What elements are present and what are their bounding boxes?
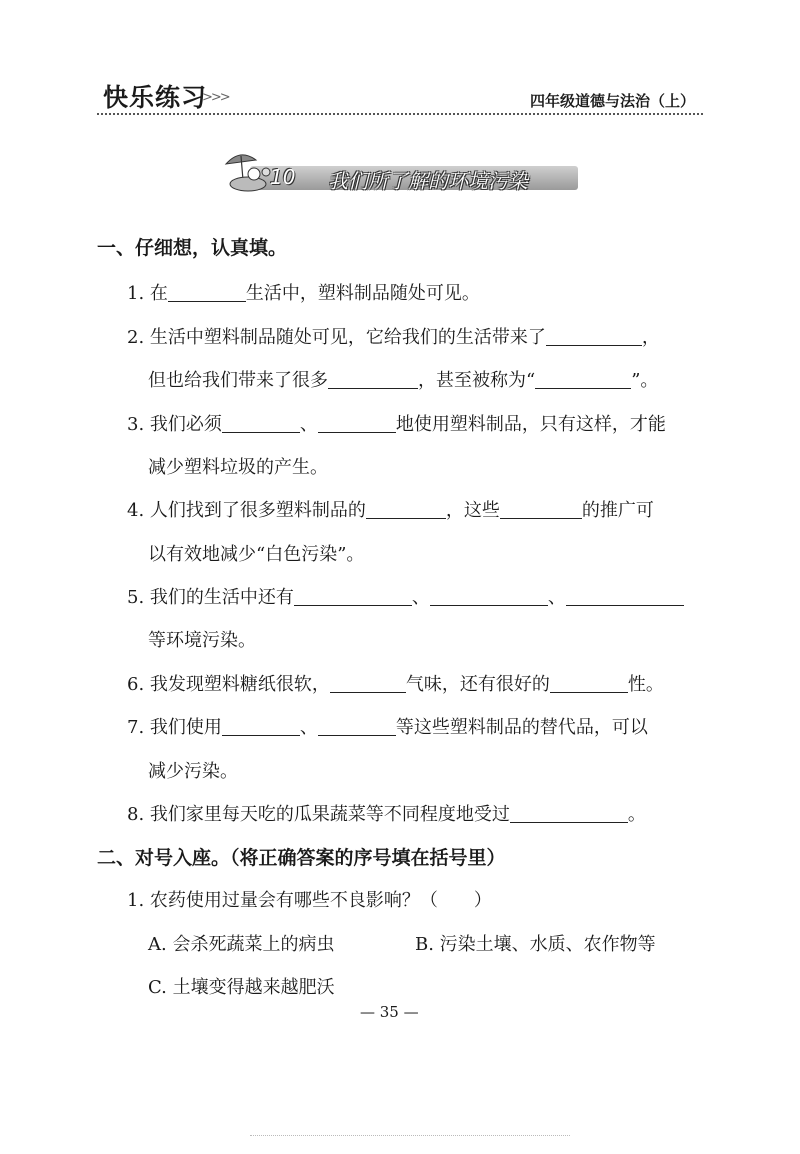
lesson-title: 我们所了解的环境污染 [328,169,528,193]
question-6 [127,670,664,696]
question-2-line-2 [148,366,658,392]
answer-blank[interactable] [566,587,684,606]
q4-text-c: 的推广可 [581,500,654,521]
page-number: — 35 — [360,1003,419,1021]
q4-text-b: ，这些 [445,500,500,521]
answer-blank[interactable] [294,587,412,606]
answer-blank[interactable] [546,327,642,346]
q6-text-c: 性。 [627,674,664,695]
answer-blank[interactable] [222,717,300,736]
section-2-title: 二、对号入座。（将正确答案的序号填在括号里） [97,847,506,869]
question-1 [127,279,480,305]
option-c[interactable]: C. 土壤变得越来越肥沃 [148,977,335,998]
q4-text-a: 4. 人们找到了很多塑料制品的 [127,500,366,521]
q1-text-b: 生活中，塑料制品随处可见。 [245,283,480,304]
question-5-line-1 [127,583,684,609]
q5-text-a: 5. 我们的生活中还有 [127,587,294,608]
chevron-icon: >>> [202,90,229,105]
header-divider [97,113,703,115]
answer-blank[interactable] [550,674,628,693]
answer-blank[interactable] [366,500,446,519]
lesson-banner [218,162,588,194]
question-5-line-2: 等环境污染。 [148,630,256,651]
brand-title: 快乐练习 [103,83,208,112]
q2-text-b: ， [641,327,660,348]
question-8 [127,800,646,826]
answer-blank[interactable] [535,370,631,389]
question-7-line-2: 减少污染。 [148,761,238,782]
question-3-line-1 [127,410,666,436]
q1-text-a: 1. 在 [127,283,168,304]
q6-text-b: 气味，还有很好的 [405,674,550,695]
answer-blank[interactable] [510,804,628,823]
q7-text-a: 7. 我们使用 [127,717,222,738]
q2-text-a: 2. 生活中塑料制品随处可见，它给我们的生活带来了 [127,327,546,348]
q6-text-a: 6. 我发现塑料糖纸很软， [127,674,330,695]
question-4-line-2: 以有效地减少“白色污染”。 [148,544,365,565]
answer-blank[interactable] [330,674,406,693]
footer-bleed [250,1135,570,1142]
q2-text-e: ”。 [631,370,659,391]
answer-blank[interactable] [430,587,548,606]
umbrella-mascot-icon [218,146,278,194]
q8-text-a: 8. 我们家里每天吃的瓜果蔬菜等不同程度地受过 [127,804,510,825]
q5-text-c: 、 [547,587,566,608]
q3-text-c: 地使用塑料制品，只有这样，才能 [395,414,666,435]
q3-text-b: 、 [299,414,318,435]
q5-text-b: 、 [411,587,430,608]
q7-text-c: 等这些塑料制品的替代品，可以 [395,717,648,738]
answer-blank[interactable] [500,500,582,519]
answer-blank[interactable] [222,414,300,433]
answer-blank[interactable] [328,370,418,389]
section-1-title: 一、仔细想，认真填。 [97,237,288,259]
question-7-line-1 [127,713,648,739]
q7-text-b: 、 [299,717,318,738]
answer-blank[interactable] [168,283,246,302]
book-title: 四年级道德与法治（上） [530,92,696,110]
answer-blank[interactable] [318,414,396,433]
option-b[interactable]: B. 污染土壤、水质、农作物等 [415,934,656,955]
q8-text-b: 。 [627,804,646,825]
option-a[interactable]: A. 会杀死蔬菜上的病虫 [148,934,335,955]
question-2-line-1 [127,323,660,349]
q2-text-d: ，甚至被称为“ [418,370,536,391]
q3-text-a: 3. 我们必须 [127,414,222,435]
answer-blank[interactable] [318,717,396,736]
question-4-line-1 [127,496,654,522]
q2-text-c: 但也给我们带来了很多 [148,370,328,391]
lesson-number: 10 [270,165,296,189]
mc-question-1: 1. 农药使用过量会有哪些不良影响？（ ） [127,890,492,911]
question-3-line-2: 减少塑料垃圾的产生。 [148,457,328,478]
